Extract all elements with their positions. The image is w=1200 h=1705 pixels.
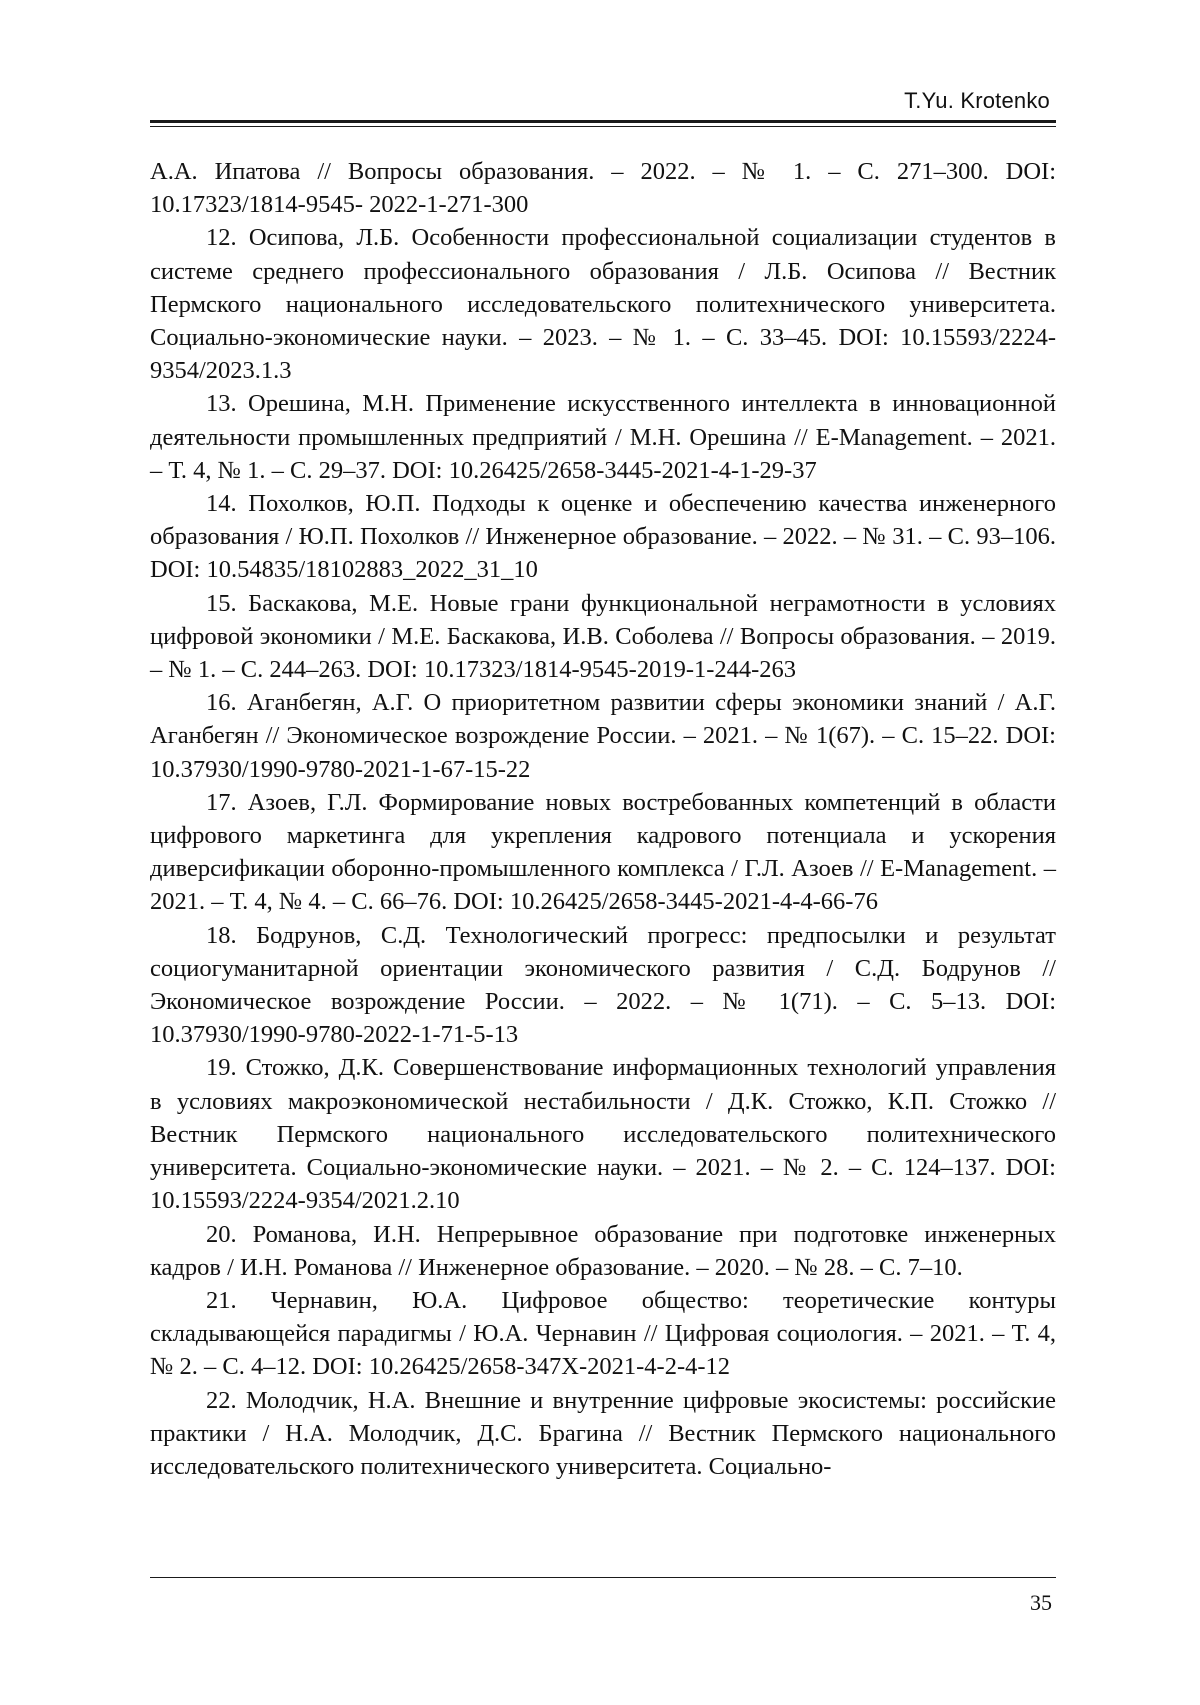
page-number: 35 <box>1030 1590 1052 1616</box>
reference-continuation: А.А. Ипатова // Вопросы образования. – 2022. – № 1. – С. 271–300. DOI: 10.17323/1814-9545- 2022-1-271-300 <box>150 155 1056 221</box>
reference-item-19: 19. Стожко, Д.К. Совершенствование информационных технологий управления в условиях макроэкономической нестабильности / Д.К. Стожко, К.П. Стожко // Вестник Пермского национального исследовательского политехнического университета. Социально-экономические науки. – 2021. – № 2. – С. 124–137. DOI: 10.15593/2224-9354/2021.2.10 <box>150 1051 1056 1217</box>
running-head: T.Yu. Krotenko <box>904 88 1050 114</box>
footer-rule <box>150 1577 1056 1578</box>
reference-item-17: 17. Азоев, Г.Л. Формирование новых востребованных компетенций в области цифрового маркетинга для укрепления кадрового потенциала и ускорения диверсификации оборонно-промышленного комплекса / Г.Л. Азоев // E-Management. – 2021. – Т. 4, № 4. – С. 66–76. DOI: 10.26425/2658-3445-2021-4-4-66-76 <box>150 786 1056 919</box>
reference-item-16: 16. Аганбегян, А.Г. О приоритетном развитии сферы экономики знаний / А.Г. Аганбегян // Экономическое возрождение России. – 2021. – № 1(67). – С. 15–22. DOI: 10.37930/1990-9780-2021-1-67-15-22 <box>150 686 1056 786</box>
reference-item-20: 20. Романова, И.Н. Непрерывное образование при подготовке инженерных кадров / И.Н. Романова // Инженерное образование. – 2020. – № 28. – С. 7–10. <box>150 1218 1056 1284</box>
reference-list <box>150 155 1056 1483</box>
reference-item-13: 13. Орешина, М.Н. Применение искусственного интеллекта в инновационной деятельности промышленных предприятий / М.Н. Орешина // E-Management. – 2021. – Т. 4, № 1. – С. 29–37. DOI: 10.26425/2658-3445-2021-4-1-29-37 <box>150 387 1056 487</box>
reference-item-18: 18. Бодрунов, С.Д. Технологический прогресс: предпосылки и результат социогуманитарной ориентации экономического развития / С.Д. Бодрунов // Экономическое возрождение России. – 2022. – № 1(71). – С. 5–13. DOI: 10.37930/1990-9780-2022-1-71-5-13 <box>150 919 1056 1052</box>
reference-item-15: 15. Баскакова, М.Е. Новые грани функциональной неграмотности в условиях цифровой экономики / М.Е. Баскакова, И.В. Соболева // Вопросы образования. – 2019. – № 1. – С. 244–263. DOI: 10.17323/1814-9545-2019-1-244-263 <box>150 587 1056 687</box>
reference-item-12: 12. Осипова, Л.Б. Особенности профессиональной социализации студентов в системе среднего профессионального образования / Л.Б. Осипова // Вестник Пермского национального исследовательского политехнического университета. Социально-экономические науки. – 2023. – № 1. – С. 33–45. DOI: 10.15593/2224-9354/2023.1.3 <box>150 221 1056 387</box>
header-rule-thick <box>150 120 1056 123</box>
reference-item-21: 21. Чернавин, Ю.А. Цифровое общество: теоретические контуры складывающейся парадигмы / Ю.А. Чернавин // Цифровая социология. – 2021. – Т. 4, № 2. – С. 4–12. DOI: 10.26425/2658-347Х-2021-4-2-4-12 <box>150 1284 1056 1384</box>
reference-item-22: 22. Молодчик, Н.А. Внешние и внутренние цифровые экосистемы: российские практики / Н.А. Молодчик, Д.С. Брагина // Вестник Пермского национального исследовательского политехнического университета. Социально- <box>150 1384 1056 1484</box>
reference-item-14: 14. Похолков, Ю.П. Подходы к оценке и обеспечению качества инженерного образования / Ю.П. Похолков // Инженерное образование. – 2022. – № 31. – С. 93–106. DOI: 10.54835/18102883_2022_31_10 <box>150 487 1056 587</box>
header-rule-thin <box>150 126 1056 127</box>
